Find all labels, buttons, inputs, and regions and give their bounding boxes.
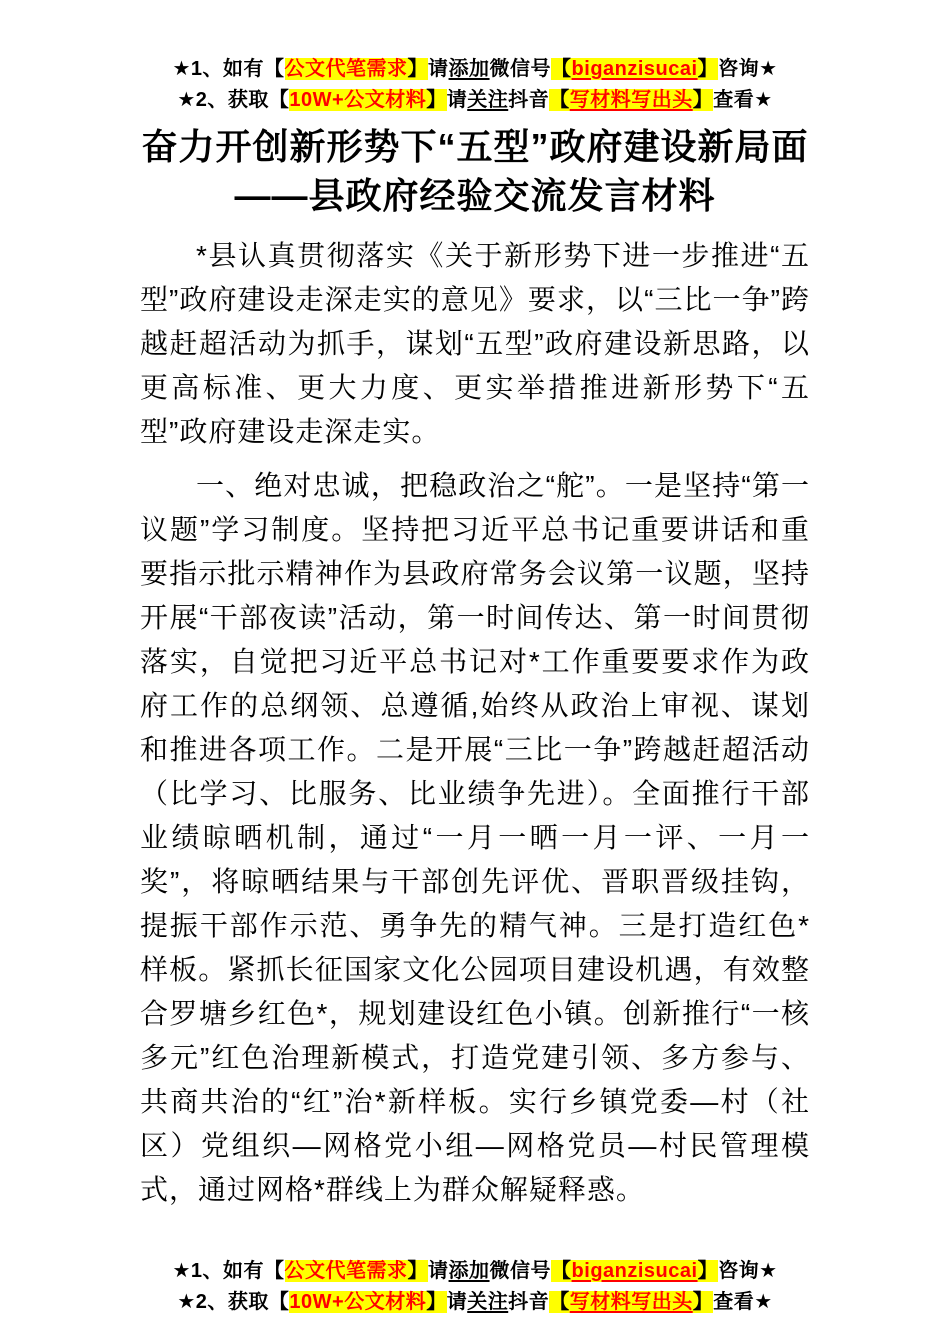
notice-suffix: 咨询★ bbox=[718, 1260, 778, 1282]
notice-underline-word: 添加 bbox=[448, 1260, 490, 1282]
bracket: 【 bbox=[549, 89, 570, 111]
notice-text: 微信号 bbox=[489, 1260, 552, 1282]
notice-suffix: 咨询★ bbox=[718, 58, 778, 80]
notice-underline-word: 添加 bbox=[448, 58, 490, 80]
footer-notice bbox=[140, 1256, 810, 1318]
bracket: 】 bbox=[426, 1291, 447, 1313]
bracket: 】 bbox=[692, 1291, 714, 1313]
header-notice bbox=[140, 54, 810, 116]
notice-underline-word: 关注 bbox=[467, 89, 509, 111]
notice-suffix: 查看★ bbox=[713, 1291, 773, 1313]
notice-text: 抖音 bbox=[508, 1291, 550, 1313]
notice-text: 请 bbox=[446, 1291, 468, 1313]
notice-keyword-highlight: 10W+公文材料 bbox=[289, 1291, 427, 1313]
notice-prefix: ★2、获取【 bbox=[177, 1291, 290, 1313]
document-title bbox=[140, 122, 810, 220]
bracket: 】 bbox=[692, 89, 714, 111]
bracket: 】 bbox=[407, 1260, 429, 1282]
bracket: 【 bbox=[551, 1260, 572, 1282]
bracket: 】 bbox=[697, 1260, 719, 1282]
notice-keyword-highlight: 公文代笔需求 bbox=[284, 1260, 408, 1282]
bracket: 】 bbox=[697, 58, 719, 80]
notice-text: 微信号 bbox=[489, 58, 552, 80]
header-notice-line-1 bbox=[140, 54, 810, 85]
bracket: 】 bbox=[426, 89, 447, 111]
paragraph-section-1: 一、绝对忠诚，把稳政治之“舵”。一是坚持“第一议题”学习制度。坚持把习近平总书记重要讲话和重要指示批示精神作为县政府常务会议第一议题，坚持开展“干部夜读”活动，第一时间传达、第一时间贯彻落实，自觉把习近平总书记对*工作重要要求作为政府工作的总纲领、总遵循,始终从政治上审视、谋划和推进各项工作。二是开展“三比一争”跨越赶超活动（比学习、比服务、比业绩争先进）。全面推行干部业绩晾晒机制，通过“一月一晒一月一评、一月一奖”，将晾晒结果与干部创先评优、晋职晋级挂钩，提振干部作示范、勇争先的精气神。三是打造红色*样板。紧抓长征国家文化公园项目建设机遇，有效整合罗塘乡红色*，规划建设红色小镇。创新推行“一核多元”红色治理新模式，打造党建引领、多方参与、共商共治的“红”治*新样板。实行乡镇党委—村（社区）党组织—网格党小组—网格党员—村民管理模式，通过网格*群线上为群众解疑释惑。 bbox=[140, 470, 810, 1205]
notice-keyword-highlight: 10W+公文材料 bbox=[289, 89, 427, 111]
bracket: 【 bbox=[549, 1291, 570, 1313]
document-body bbox=[140, 234, 810, 1212]
notice-prefix: ★1、如有【 bbox=[172, 58, 285, 80]
footer-notice-line-2 bbox=[140, 1287, 810, 1318]
notice-suffix: 查看★ bbox=[713, 89, 773, 111]
notice-underline-word: 关注 bbox=[467, 1291, 509, 1313]
notice-prefix: ★2、获取【 bbox=[177, 89, 290, 111]
title-line-1: 奋力开创新形势下“五型”政府建设新局面 bbox=[141, 126, 809, 167]
footer-notice-line-1 bbox=[140, 1256, 810, 1287]
notice-text: 请 bbox=[428, 58, 449, 80]
notice-prefix: ★1、如有【 bbox=[172, 1260, 285, 1282]
paragraph-intro: *县认真贯彻落实《关于新形势下进一步推进“五型”政府建设走深走实的意见》要求，以“三比一争”跨越赶超活动为抓手，谋划“五型”政府建设新思路，以更高标准、更大力度、更实举措推进新形势下“五型”政府建设走深走实。 bbox=[140, 240, 810, 447]
bracket: 【 bbox=[551, 58, 572, 80]
wechat-id-highlight: biganzisucai bbox=[571, 58, 698, 80]
douyin-id-highlight: 写材料写出头 bbox=[569, 89, 693, 111]
douyin-id-highlight: 写材料写出头 bbox=[569, 1291, 693, 1313]
notice-text: 请 bbox=[428, 1260, 449, 1282]
wechat-id-highlight: biganzisucai bbox=[571, 1260, 698, 1282]
notice-text: 抖音 bbox=[508, 89, 550, 111]
notice-keyword-highlight: 公文代笔需求 bbox=[284, 58, 408, 80]
header-notice-line-2 bbox=[140, 85, 810, 116]
bracket: 】 bbox=[407, 58, 429, 80]
notice-text: 请 bbox=[446, 89, 468, 111]
title-line-2: ——县政府经验交流发言材料 bbox=[234, 175, 716, 216]
